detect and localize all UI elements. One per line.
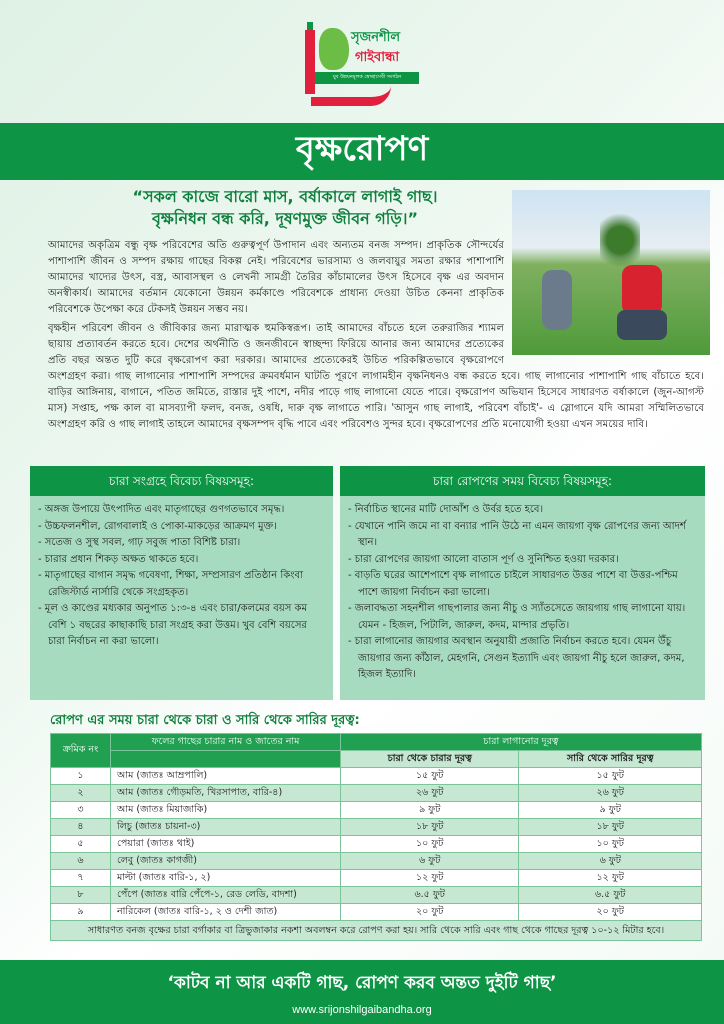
table-row xyxy=(51,836,702,853)
cell-row-distance: ১৫ ফুট xyxy=(519,768,702,785)
cell-name: আম (জাতঃ গৌড়মতি, খিরসাপাত, বারি-৪) xyxy=(111,785,341,802)
header-plant-distance: চারা থেকে চারার দূরত্ব xyxy=(341,751,519,768)
cell-row-distance: ৬ ফুট xyxy=(519,853,702,870)
cell-name: আম (জাতঃ আম্রপালি) xyxy=(111,768,341,785)
box-title: চারা রোপণের সময় বিবেচ্য বিষয়সমূহ: xyxy=(340,466,705,496)
cell-name: লিচু (জাতঃ চায়না-৩) xyxy=(111,819,341,836)
list-item: - চারা লাগানোর জায়গার অবস্থান অনুযায়ী প্রজাতি নির্বাচন করতে হবে। যেমন উঁচু জায়গার জন্য কাঁঠাল, মেহগনি, সেগুন ইত্যাদি এবং জায়গা নীচু হলে জারুল, কদম, হিজল ইত্যাদি। xyxy=(348,636,685,680)
planting-considerations-box xyxy=(340,466,705,700)
cell-name: লেবু (জাতঃ কাগজী) xyxy=(111,853,341,870)
cell-plant-distance: ১৫ ফুট xyxy=(341,768,519,785)
box-title: চারা সংগ্রহে বিবেচ্য বিষয়সমূহ: xyxy=(30,466,333,496)
cell-name: পেয়ারা (জাতঃ থাই) xyxy=(111,836,341,853)
cell-name: আম (জাতঃ মিয়াজাকি) xyxy=(111,802,341,819)
table-row xyxy=(51,768,702,785)
cell-row-distance: ১২ ফুট xyxy=(519,870,702,887)
cell-plant-distance: ১০ ফুট xyxy=(341,836,519,853)
logo-tagline: যুব উন্নয়নমূলক স্বেচ্ছাসেবী সংগঠন xyxy=(315,72,419,84)
cell-serial: ৮ xyxy=(51,887,111,904)
header-serial: ক্রমিক নং xyxy=(51,734,111,768)
header-name: ফলের গাছের চারার নাম ও জাতের নাম xyxy=(111,734,341,751)
paragraph: আমাদের অকৃত্রিম বন্ধু বৃক্ষ পরিবেশের অতি গুরুত্বপূর্ণ উপাদান এবং অন্যতম বনজ সম্পদ। প্রাকৃতিক সৌন্দর্যের পাশাপাশি জীবন ও সম্পদ রক্ষায় গাছের বিকল্প নেই। পরিবেশের ভারসাম্য ও জলবায়ুর সমতা রক্ষার পাশাপাশি আমাদের খাদ্যের উৎস, বস্ত্র, আবাসস্থল ও লেখনী সামগ্রী তৈরির কাঁচামালের উৎস হিসেবে বৃক্ষ এর অবদান অনস্বীকার্য। আমাদের বর্তমান যেকোনো উন্নয়ন কর্মকাণ্ডে পরিবেশকে প্রাধান্য দেওয়া উচিত কেননা প্রাকৃতিক পরিবেশকে উপেক্ষা করে টেকসই উন্নয়ন সম্ভব নয়। xyxy=(48,240,504,315)
cell-plant-distance: ১৮ ফুট xyxy=(341,819,519,836)
title-band xyxy=(0,123,724,180)
cell-plant-distance: ৬.৫ ফুট xyxy=(341,887,519,904)
paragraph: বৃক্ষহীন পরিবেশ জীবন ও জীবিকার জন্য মারাত্মক হুমকিস্বরূপ। তাই আমাদের বাঁচতে হলে তরুরাজির শ্যামল ছায়ায় প্রত্যাবর্তন করতে হবে। দেশের অর্থনীতি ও জনজীবনে স্বাচ্ছন্দ্য ফিরিয়ে আনার জন্য আমাদের প্রত্যেকের প্রতি বছর অন্তত দুটি করে বৃক্ষরোপণ করা দরকার। আমাদের প্রত্যেকেরই উচিত পরিকল্পিতভাবে বৃক্ষরোপণে অংশগ্রহণ করা। গাছ লাগানোর পাশাপাশি সম্পদের ক্রমবর্ধমান ঘাটতি পূরণে লাগামহীন বৃক্ষনিধনও বন্ধ করতে হবে। গাছ লাগানোর পাশাপাশি গাছ বাঁচাতে হবে। বাড়ির আঙ্গিনায়, বাগানে, পতিত জমিতে, রাস্তার দুই পাশে, নদীর পাড়ে গাছ লাগানো যেতে পারে। বৃক্ষরোপণ অভিযান হিসেবে সাধারণত বর্ষাকালে (জুন-আগস্ট মাস) সপ্তাহ, পক্ষ কাল বা মাসব্যাপী ফলদ, বনজ, ওষধি, দারু বৃক্ষ লাগাতে পারি। 'আসুন গাছ লাগাই, পরিবেশ বাঁচাই'- এ স্লোগানে যদি আমরা সম্মিলিতভাবে অংশগ্রহণ করি ও গাছ লাগাই তাহলে আমাদের বৃক্ষসম্পদ বৃদ্ধি পাবে এবং পরিবেশও সুন্দর হবে। বৃক্ষরোপণের প্রতি মনোযোগী হওয়া এখন সময়ের দাবি। xyxy=(48,323,704,430)
cell-plant-distance: ১২ ফুট xyxy=(341,870,519,887)
list-item: - সতেজ ও সুস্থ সবল, গাঢ় সবুজ পাতা বিশিষ্ট চারা। xyxy=(38,537,241,548)
cell-row-distance: ১৮ ফুট xyxy=(519,819,702,836)
list-item: - বাড়তি ঘরের আশেপাশে বৃক্ষ লাগাতে চাইলে সাধারণত উত্তর পাশে বা উত্তর-পশ্চিম পাশে জায়গা নির্বাচন করা ভালো। xyxy=(348,570,678,598)
list-item: - নির্বাচিত স্থানের মাটি দোআঁশ ও উর্বর হতে হবে। xyxy=(348,504,544,515)
cell-serial: ৭ xyxy=(51,870,111,887)
list-item: - যেখানে পানি জমে না বা বন্যার পানি উঠে না এমন জায়গা বৃক্ষ রোপণের জন্য আদর্শ স্থান। xyxy=(348,520,686,548)
table-row xyxy=(51,887,702,904)
cell-name: নারিকেল (জাতঃ বারি-১, ২ ও দেশী জাত) xyxy=(111,904,341,921)
cell-name: মাল্টা (জাতঃ বারি-১, ২) xyxy=(111,870,341,887)
table-note: সাধারণত বনজ বৃক্ষের চারা বর্গাকার বা ত্রিভুজাকার নকশা অবলম্বন করে রোপণ করা হয়। সারি থেকে সারি এবং গাছ থেকে গাছের দূরত্ব ১০-১২ মিটার হবে। xyxy=(51,921,702,941)
list-item: - অঙ্গজ উপায়ে উৎপাদিত এবং মাতৃগাছের গুণগতভাবে সমৃদ্ধ। xyxy=(38,504,285,515)
cell-plant-distance: ২০ ফুট xyxy=(341,904,519,921)
cell-row-distance: ১০ ফুট xyxy=(519,836,702,853)
table-row xyxy=(51,870,702,887)
page-title: বৃক্ষরোপণ xyxy=(295,129,429,169)
cell-name: পেঁপে (জাতঃ বারি পেঁপে-১, রেড লেডি, বাদশা) xyxy=(111,887,341,904)
cell-serial: ৪ xyxy=(51,819,111,836)
logo-line2: গাইবান্ধা xyxy=(355,50,400,65)
spacing-table xyxy=(50,733,702,941)
footer-slogan: ‘কাটব না আর একটি গাছ, রোপণ করব অন্তত দুইটি গাছ’ xyxy=(167,973,557,993)
list-item: - মাতৃগাছের বাগান সমৃদ্ধ গবেষণা, শিক্ষা, সম্প্রসারণ প্রতিষ্ঠান কিংবা রেজিস্টার্ড নার্সারি থেকে সংগ্রহকৃত। xyxy=(38,570,303,598)
cell-serial: ১ xyxy=(51,768,111,785)
quote xyxy=(60,186,510,230)
cell-serial: ৩ xyxy=(51,802,111,819)
person-image xyxy=(622,265,662,315)
logo-mark xyxy=(305,30,315,94)
table-title: রোপণ এর সময় চারা থেকে চারা ও সারি থেকে সারির দূরত্ব: xyxy=(50,713,360,728)
footer xyxy=(0,960,724,1024)
list-item: - মূল ও কাণ্ডের মধ্যকার অনুপাত ১:৩-৪ এবং চারা/কলমের বয়স কম বেশি ১ বছরের কাছাকাছি চারা সংগ্রহ করা উত্তম। খুব বেশি বয়সের চারা নির্বাচন না করা ভালো। xyxy=(38,603,308,647)
header-row-distance: সারি থেকে সারির দূরত্ব xyxy=(519,751,702,768)
cell-serial: ৬ xyxy=(51,853,111,870)
table-row xyxy=(51,819,702,836)
list-item: - চারার প্রধান শিকড় অক্ষত থাকতে হবে। xyxy=(38,553,199,565)
table-row xyxy=(51,904,702,921)
cell-serial: ৫ xyxy=(51,836,111,853)
list-item: - চারা রোপণের জায়গা আলো বাতাস পূর্ণ ও সুনিশ্চিত হওয়া দরকার। xyxy=(348,553,619,565)
cell-row-distance: ২৬ ফুট xyxy=(519,785,702,802)
website-link[interactable]: www.srijonshilgaibandha.org xyxy=(292,1004,432,1016)
seedling-collection-box xyxy=(30,466,333,700)
cell-row-distance: ৬.৫ ফুট xyxy=(519,887,702,904)
table-row xyxy=(51,785,702,802)
cell-serial: ৯ xyxy=(51,904,111,921)
header-empty xyxy=(111,751,341,768)
table-row xyxy=(51,853,702,870)
cell-row-distance: ২০ ফুট xyxy=(519,904,702,921)
tree-planting-photo xyxy=(512,190,710,355)
list-item: - জলাবদ্ধতা সহনশীল গাছপালার জন্য নীচু ও স্যাঁতসেতে জায়গায় গাছ লাগানো যায়। যেমন - হিজল, পিটালি, জারুল, কদম, মান্দার প্রভৃতি। xyxy=(348,603,686,631)
logo xyxy=(305,18,423,114)
cell-row-distance: ৯ ফুট xyxy=(519,802,702,819)
logo-mark xyxy=(307,22,313,30)
table-row xyxy=(51,802,702,819)
cell-plant-distance: ৯ ফুট xyxy=(341,802,519,819)
logo-line1: সৃজনশীল xyxy=(351,30,401,45)
cell-plant-distance: ৬ ফুট xyxy=(341,853,519,870)
quote-line: “সকল কাজে বারো মাস, বর্ষাকালে লাগাই গাছ। xyxy=(132,187,438,206)
map-icon xyxy=(319,28,349,70)
logo-swoosh xyxy=(311,86,391,106)
cell-serial: ২ xyxy=(51,785,111,802)
list-item: - উচ্চফলনশীল, রোগবালাই ও পোকা-মাকড়ের আক্রমণ মুক্ত। xyxy=(38,520,277,532)
header-distance: চারা লাগানোর দূরত্ব xyxy=(341,734,702,751)
quote-line: বৃক্ষনিধন বন্ধ করি, দূষণমুক্ত জীবন গড়ি।” xyxy=(152,209,418,228)
person-image xyxy=(617,310,667,340)
person-image xyxy=(542,270,572,330)
cell-plant-distance: ২৬ ফুট xyxy=(341,785,519,802)
